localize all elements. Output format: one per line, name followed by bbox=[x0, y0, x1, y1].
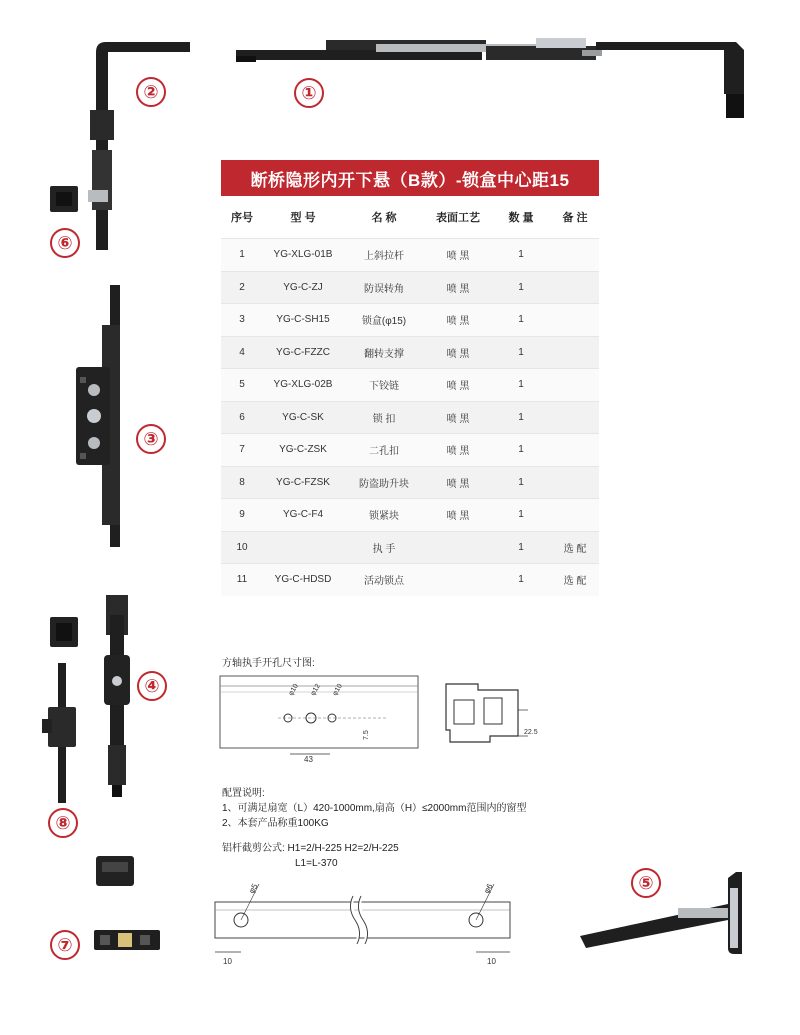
badge-2: ② bbox=[136, 77, 166, 107]
dim-10-left: 10 bbox=[223, 957, 232, 966]
spec-cell: 1 bbox=[491, 271, 551, 304]
spec-row bbox=[221, 434, 599, 467]
spec-cell: YG-C-FZSK bbox=[263, 466, 343, 499]
drill-diagram-title: 方轴执手开孔尺寸图: bbox=[222, 658, 315, 669]
spec-table bbox=[221, 160, 599, 596]
spec-row bbox=[221, 336, 599, 369]
config-line-2: 2、本套产品称重100KG bbox=[222, 818, 329, 829]
spec-row bbox=[221, 499, 599, 532]
spec-cell: YG-C-ZSK bbox=[263, 434, 343, 467]
spec-cell bbox=[551, 499, 599, 532]
spec-cell bbox=[551, 401, 599, 434]
spec-cell: 选 配 bbox=[551, 531, 599, 564]
spec-cell: 下铰链 bbox=[343, 369, 425, 402]
part-7-two-hole-keeper bbox=[90, 852, 165, 957]
col-header: 型 号 bbox=[263, 196, 343, 239]
spec-cell: 翻转支撑 bbox=[343, 336, 425, 369]
spec-cell: 1 bbox=[491, 434, 551, 467]
spec-cell bbox=[551, 304, 599, 337]
spec-cell: YG-XLG-02B bbox=[263, 369, 343, 402]
spec-cell bbox=[551, 271, 599, 304]
spec-cell: 二孔扣 bbox=[343, 434, 425, 467]
spec-cell bbox=[551, 336, 599, 369]
dim-phi10-a: φ10 bbox=[287, 682, 300, 697]
dim-phi5: φ5 bbox=[246, 882, 260, 895]
badge-5: ⑤ bbox=[631, 868, 661, 898]
badge-3: ③ bbox=[136, 424, 166, 454]
spec-row bbox=[221, 239, 599, 272]
spec-cell: 锁盒(φ15) bbox=[343, 304, 425, 337]
dim-43: 43 bbox=[304, 755, 313, 764]
cut-formula-line-1: 铝杆截剪公式: H1=2/H-225 H2=2/H-225 bbox=[222, 843, 399, 854]
dim-22-5: 22.5 bbox=[524, 729, 538, 736]
spec-cell: 1 bbox=[491, 304, 551, 337]
spec-row bbox=[221, 304, 599, 337]
col-header: 数 量 bbox=[491, 196, 551, 239]
badge-7: ⑦ bbox=[50, 930, 80, 960]
spec-cell: 5 bbox=[221, 369, 263, 402]
spec-cell: 喷 黑 bbox=[425, 239, 491, 272]
spec-cell: YG-C-ZJ bbox=[263, 271, 343, 304]
spec-cell: 喷 黑 bbox=[425, 336, 491, 369]
spec-cell: 喷 黑 bbox=[425, 434, 491, 467]
spec-row bbox=[221, 401, 599, 434]
spec-cell: 喷 黑 bbox=[425, 466, 491, 499]
spec-cell bbox=[425, 564, 491, 596]
cut-formula-line-2: L1=L-370 bbox=[295, 858, 338, 869]
config-line-1: 1、可满足扇宽（L）420-1000mm,扇高（H）≤2000mm范围内的窗型 bbox=[222, 803, 527, 814]
spec-cell: 喷 黑 bbox=[425, 499, 491, 532]
spec-cell: 6 bbox=[221, 401, 263, 434]
spec-cell bbox=[425, 531, 491, 564]
spec-cell: 喷 黑 bbox=[425, 369, 491, 402]
spec-cell: 1 bbox=[491, 564, 551, 596]
config-title: 配置说明: bbox=[222, 788, 265, 799]
spec-cell: 锁紧块 bbox=[343, 499, 425, 532]
spec-cell: 10 bbox=[221, 531, 263, 564]
spec-cell: 2 bbox=[221, 271, 263, 304]
spec-cell: 1 bbox=[221, 239, 263, 272]
spec-grid bbox=[221, 196, 599, 596]
spec-cell: 1 bbox=[491, 401, 551, 434]
spec-cell: 1 bbox=[491, 466, 551, 499]
spec-cell: 3 bbox=[221, 304, 263, 337]
spec-cell: 1 bbox=[491, 336, 551, 369]
dim-10-right: 10 bbox=[487, 957, 496, 966]
spec-cell bbox=[263, 531, 343, 564]
rod-cut-diagram bbox=[205, 872, 525, 972]
spec-row bbox=[221, 271, 599, 304]
spec-cell: YG-C-SK bbox=[263, 401, 343, 434]
part-6-lock-keeper bbox=[50, 184, 80, 214]
dim-7-5: 7.5 bbox=[363, 730, 370, 740]
badge-4: ④ bbox=[137, 671, 167, 701]
spec-row bbox=[221, 564, 599, 596]
spec-cell: YG-C-FZZC bbox=[263, 336, 343, 369]
spec-cell: 1 bbox=[491, 499, 551, 532]
spec-cell: 防误转角 bbox=[343, 271, 425, 304]
spec-cell: 选 配 bbox=[551, 564, 599, 596]
spec-cell bbox=[551, 369, 599, 402]
spec-cell bbox=[551, 466, 599, 499]
spec-cell: 11 bbox=[221, 564, 263, 596]
config-notes bbox=[222, 786, 526, 871]
part-4-flip-support bbox=[100, 595, 134, 800]
spec-title: 断桥隐形内开下悬（B款）-锁盒中心距15 bbox=[221, 160, 599, 196]
col-header: 备 注 bbox=[551, 196, 599, 239]
col-header: 表面工艺 bbox=[425, 196, 491, 239]
spec-cell: 8 bbox=[221, 466, 263, 499]
spec-cell: 锁 扣 bbox=[343, 401, 425, 434]
spec-cell bbox=[551, 239, 599, 272]
spec-cell: 喷 黑 bbox=[425, 271, 491, 304]
spec-cell: 上斜拉杆 bbox=[343, 239, 425, 272]
badge-1: ① bbox=[294, 78, 324, 108]
spec-cell: 喷 黑 bbox=[425, 401, 491, 434]
spec-cell: 活动锁点 bbox=[343, 564, 425, 596]
badge-8: ⑧ bbox=[48, 808, 78, 838]
drill-diagram bbox=[218, 670, 558, 775]
part-8-lift-block bbox=[40, 615, 90, 805]
spec-cell: 防盗助升块 bbox=[343, 466, 425, 499]
part-3-lock-box bbox=[76, 285, 130, 550]
spec-row bbox=[221, 531, 599, 564]
spec-cell: 执 手 bbox=[343, 531, 425, 564]
spec-cell: 1 bbox=[491, 369, 551, 402]
badge-6: ⑥ bbox=[50, 228, 80, 258]
spec-row bbox=[221, 369, 599, 402]
col-header: 名 称 bbox=[343, 196, 425, 239]
spec-cell: 9 bbox=[221, 499, 263, 532]
spec-cell: 1 bbox=[491, 239, 551, 272]
spec-cell: 喷 黑 bbox=[425, 304, 491, 337]
part-2-corner bbox=[80, 40, 195, 255]
spec-cell: YG-XLG-01B bbox=[263, 239, 343, 272]
spec-cell: YG-C-SH15 bbox=[263, 304, 343, 337]
spec-row bbox=[221, 466, 599, 499]
dim-phi12: φ12 bbox=[309, 682, 322, 697]
spec-cell: 7 bbox=[221, 434, 263, 467]
spec-cell: 1 bbox=[491, 531, 551, 564]
spec-cell: YG-C-HDSD bbox=[263, 564, 343, 596]
col-header: 序号 bbox=[221, 196, 263, 239]
dim-phi6: φ6 bbox=[481, 882, 495, 895]
spec-cell bbox=[551, 434, 599, 467]
part-5-lower-hinge bbox=[578, 868, 750, 958]
dim-phi10-b: φ10 bbox=[331, 682, 344, 697]
spec-cell: 4 bbox=[221, 336, 263, 369]
spec-cell: YG-C-F4 bbox=[263, 499, 343, 532]
